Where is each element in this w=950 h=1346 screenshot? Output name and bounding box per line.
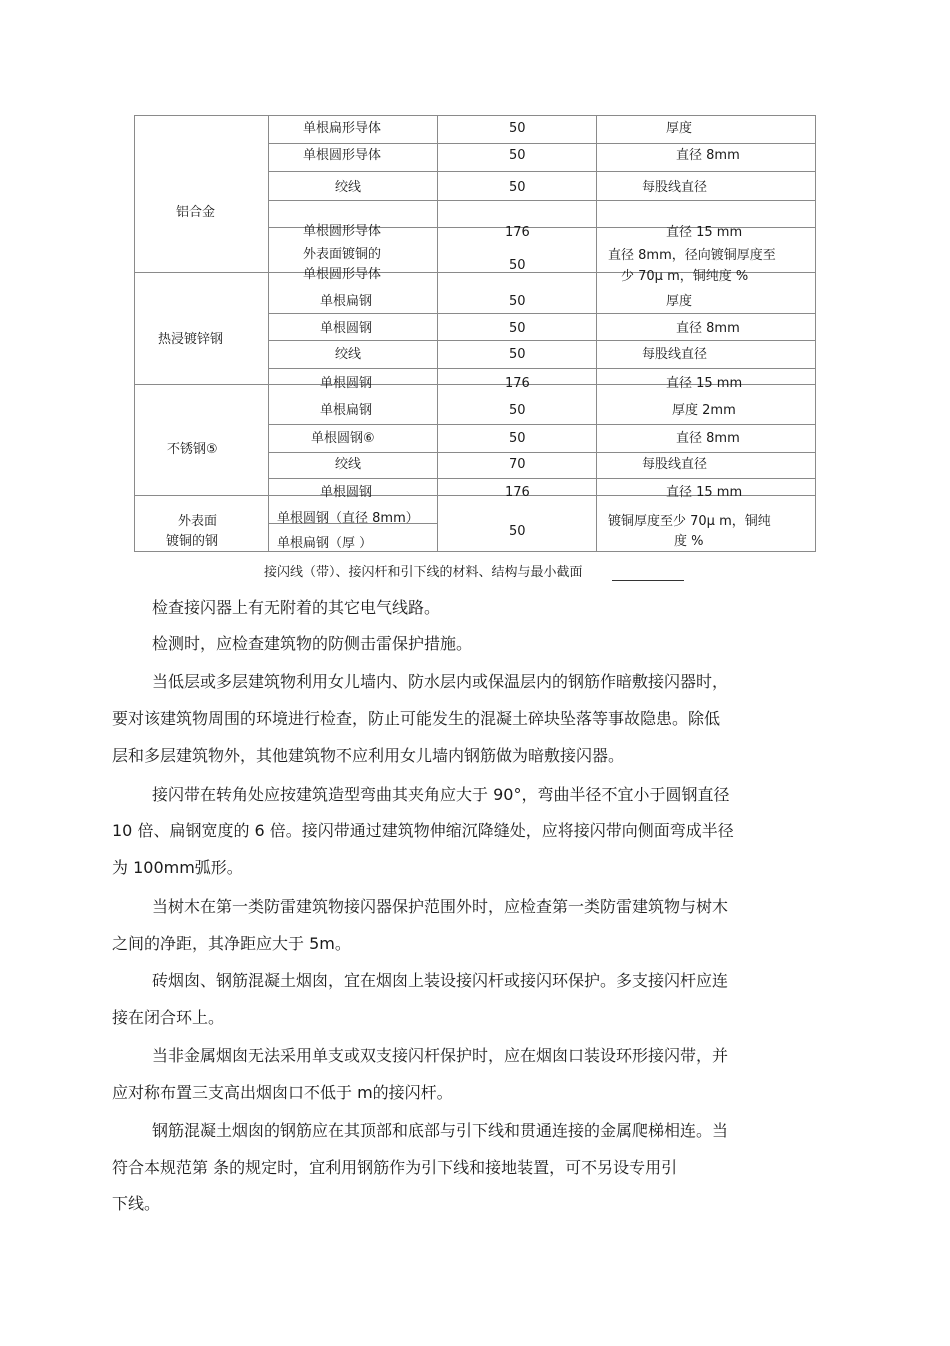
cell-structure: 单根圆钢（直径 8mm） bbox=[277, 511, 419, 526]
table-border-right bbox=[815, 115, 816, 552]
group-name: 外表面 bbox=[178, 514, 218, 529]
cell-structure: 单根圆钢 bbox=[320, 485, 373, 500]
cell-structure: 单根圆钢⑥ bbox=[311, 431, 375, 446]
cell-structure: 绞线 bbox=[335, 347, 362, 362]
cell-structure: 单根扁钢（厚 ） bbox=[277, 536, 373, 551]
row-separator bbox=[268, 340, 816, 341]
table-border-bottom bbox=[134, 551, 816, 552]
cell-structure: 绞线 bbox=[335, 180, 362, 195]
row-separator bbox=[268, 452, 816, 453]
paragraph-line: 检测时，应检查建筑物的防侧击雷保护措施。 bbox=[152, 634, 473, 653]
paragraph-line: 要对该建筑物周围的环境进行检查，防止可能发生的混凝土碎块坠落等事故隐患。除低 bbox=[112, 709, 721, 728]
cell-remark: 直径 15 mm bbox=[666, 485, 743, 500]
cell-section: 50 bbox=[509, 148, 526, 163]
table-divider-col3 bbox=[596, 115, 597, 552]
paragraph-line: 下线。 bbox=[112, 1194, 161, 1213]
group-name: 镀铜的钢 bbox=[166, 534, 219, 549]
paragraph-line: 符合本规范第 条的规定时，宜利用钢筋作为引下线和接地装置，可不另设专用引 bbox=[112, 1158, 678, 1177]
paragraph-line: 接闪带在转角处应按建筑造型弯曲其夹角应大于 90°，弯曲半径不宜小于圆钢直径 bbox=[152, 785, 730, 804]
table-border-top bbox=[134, 115, 816, 116]
cell-structure: 单根圆形导体 bbox=[303, 267, 382, 282]
cell-section: 50 bbox=[509, 524, 526, 539]
cell-section: 50 bbox=[509, 347, 526, 362]
cell-remark: 厚度 2mm bbox=[672, 403, 736, 418]
paragraph-line: 当树木在第一类防雷建筑物接闪器保护范围外时，应检查第一类防雷建筑物与树木 bbox=[152, 897, 729, 916]
cell-remark: 每股线直径 bbox=[642, 180, 708, 195]
cell-remark: 厚度 bbox=[666, 121, 693, 136]
cell-remark: 厚度 bbox=[666, 294, 693, 309]
paragraph-line: 钢筋混凝土烟囱的钢筋应在其顶部和底部与引下线和贯通连接的金属爬梯相连。当 bbox=[152, 1121, 729, 1140]
paragraph-line: 层和多层建筑物外，其他建筑物不应利用女儿墙内钢筋做为暗敷接闪器。 bbox=[112, 746, 625, 765]
cell-section: 176 bbox=[505, 225, 530, 240]
group-name: 铝合金 bbox=[176, 205, 216, 220]
cell-remark: 直径 8mm，径向镀铜厚度至 bbox=[608, 248, 776, 263]
group-name: 不锈钢⑤ bbox=[167, 442, 218, 457]
cell-remark: 直径 15 mm bbox=[666, 225, 743, 240]
row-separator bbox=[268, 424, 816, 425]
paragraph-line: 应对称布置三支高出烟囱口不低于 m的接闪杆。 bbox=[112, 1083, 453, 1102]
cell-structure: 绞线 bbox=[335, 457, 362, 472]
table-divider-col2 bbox=[437, 115, 438, 552]
cell-remark: 直径 15 mm bbox=[666, 376, 743, 391]
row-separator bbox=[268, 313, 816, 314]
cell-structure: 单根扁钢 bbox=[320, 403, 373, 418]
paragraph-line: 检查接闪器上有无附着的其它电气线路。 bbox=[152, 598, 441, 617]
cell-remark: 少 70μ m，铜纯度 % bbox=[621, 269, 749, 284]
cell-structure: 单根扁钢 bbox=[320, 294, 373, 309]
cell-section: 176 bbox=[505, 485, 530, 500]
paragraph-line: 为 100mm弧形。 bbox=[112, 858, 243, 877]
table-border-left bbox=[134, 115, 135, 552]
cell-remark: 每股线直径 bbox=[642, 347, 708, 362]
table-caption: 接闪线（带）、接闪杆和引下线的材料、结构与最小截面 bbox=[264, 565, 583, 580]
cell-structure: 单根圆钢 bbox=[320, 376, 373, 391]
cell-section: 50 bbox=[509, 431, 526, 446]
paragraph-line: 当低层或多层建筑物利用女儿墙内、防水层内或保温层内的钢筋作暗敷接闪器时， bbox=[152, 672, 729, 691]
cell-structure: 单根圆形导体 bbox=[303, 148, 382, 163]
paragraph-line: 当非金属烟囱无法采用单支或双支接闪杆保护时，应在烟囱口装设环形接闪带，并 bbox=[152, 1046, 729, 1065]
paragraph-line: 10 倍、扁钢宽度的 6 倍。接闪带通过建筑物伸缩沉降缝处，应将接闪带向侧面弯成半径 bbox=[112, 821, 734, 840]
cell-remark: 每股线直径 bbox=[642, 457, 708, 472]
cell-section: 50 bbox=[509, 321, 526, 336]
row-separator bbox=[268, 368, 816, 369]
paragraph-line: 接在闭合环上。 bbox=[112, 1008, 225, 1027]
group-name: 热浸镀锌钢 bbox=[158, 332, 224, 347]
cell-section: 50 bbox=[509, 258, 526, 273]
row-separator bbox=[268, 200, 816, 201]
cell-structure: 外表面镀铜的 bbox=[303, 247, 382, 262]
cell-remark: 直径 8mm bbox=[676, 321, 740, 336]
cell-section: 176 bbox=[505, 376, 530, 391]
cell-section: 50 bbox=[509, 294, 526, 309]
cell-section: 70 bbox=[509, 457, 526, 472]
table-divider-col1 bbox=[268, 115, 269, 552]
caption-underline bbox=[612, 580, 684, 581]
cell-section: 50 bbox=[509, 180, 526, 195]
cell-structure: 单根圆形导体 bbox=[303, 224, 382, 239]
cell-structure: 单根扁形导体 bbox=[303, 121, 382, 136]
row-separator bbox=[268, 478, 816, 479]
cell-structure: 单根圆钢 bbox=[320, 321, 373, 336]
cell-remark: 镀铜厚度至少 70μ m，铜纯 bbox=[608, 514, 771, 529]
row-separator bbox=[268, 171, 816, 172]
cell-remark: 直径 8mm bbox=[676, 148, 740, 163]
row-separator bbox=[268, 143, 816, 144]
paragraph-line: 之间的净距，其净距应大于 5m。 bbox=[112, 934, 351, 953]
paragraph-line: 砖烟囱、钢筋混凝土烟囱，宜在烟囱上装设接闪杆或接闪环保护。多支接闪杆应连 bbox=[152, 971, 729, 990]
cell-remark: 直径 8mm bbox=[676, 431, 740, 446]
cell-section: 50 bbox=[509, 403, 526, 418]
cell-section: 50 bbox=[509, 121, 526, 136]
cell-remark: 度 % bbox=[674, 534, 704, 549]
